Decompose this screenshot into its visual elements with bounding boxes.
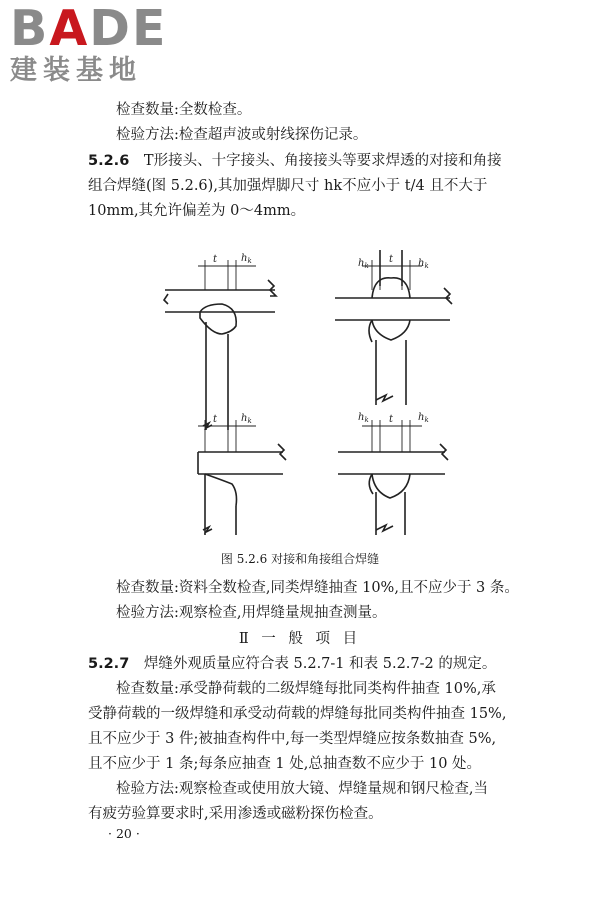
figure-br — [338, 412, 448, 535]
svg-text:t: t — [389, 414, 394, 425]
svg-text:hk: $h_k$ — [358, 412, 369, 424]
paragraph-inspection-method: 检验方法:检查超声波或射线探伤记录。 — [116, 127, 368, 143]
svg-text:hk: $h_k$ — [418, 412, 429, 424]
clause-5-2-6-line2: 组合焊缝(图 5.2.6),其加强焊脚尺寸 hk不应小于 t/4 且不大于 — [88, 178, 488, 194]
svg-text:hk: $h_k$ — [241, 413, 252, 425]
clause-5-2-6-line3: 10mm,其允许偏差为 0～4mm。 — [88, 203, 306, 219]
clause-5-2-7-method-2: 有疲劳验算要求时,采用渗透或磁粉探伤检查。 — [88, 806, 383, 822]
svg-text:hk: $h_k$ — [241, 253, 252, 265]
label-t: t — [213, 254, 218, 265]
clause-number: 5.2.7 — [88, 656, 130, 672]
clause-5-2-7-qty-2: 受静荷载的一级焊缝和承受动荷载的焊缝每批同类构件抽查 15%, — [88, 706, 507, 722]
clause-5-2-7-line1: 5.2.7 焊缝外观质量应符合表 5.2.7-1 和表 5.2.7-2 的规定。 — [88, 656, 497, 672]
svg-text:t: t — [213, 414, 218, 425]
weld-figure — [0, 230, 600, 550]
logo-subtitle: 建装基地 — [10, 55, 142, 86]
clause-5-2-7-qty-1: 检查数量:承受静荷载的二级焊缝每批同类构件抽查 10%,承 — [116, 681, 496, 697]
figure-tr — [335, 250, 452, 405]
clause-5-2-7-method-1: 检验方法:观察检查或使用放大镜、焊缝量规和钢尺检查,当 — [116, 781, 488, 797]
logo — [10, 0, 175, 86]
figure-caption: 图 5.2.6 对接和角接组合焊缝 — [220, 552, 380, 566]
page-number: · 20 · — [108, 826, 140, 841]
figure-bl — [198, 413, 286, 535]
paragraph-data-inspection: 检查数量:资料全数检查,同类焊缝抽查 10%,且不应少于 3 条。 — [116, 580, 519, 596]
clause-5-2-7-qty-3: 且不应少于 3 件;被抽查构件中,每一类型焊缝应按条数抽查 5%, — [88, 731, 497, 747]
clause-5-2-7-qty-4: 且不应少于 1 条;每条应抽查 1 处,总抽查数不应少于 10 处。 — [88, 756, 482, 772]
logo-brand: BADE — [10, 0, 168, 57]
paragraph-inspection-qty: 检查数量:全数检查。 — [116, 102, 252, 118]
clause-5-2-6-line1: 5.2.6 T形接头、十字接头、角接接头等要求焊透的对接和角接 — [88, 153, 502, 169]
svg-text:hk: $h_k$ — [418, 258, 429, 270]
figure-tl — [164, 253, 276, 430]
clause-number: 5.2.6 — [88, 153, 130, 169]
section-heading: Ⅱ 一 般 项 目 — [238, 631, 362, 647]
svg-text:t: t — [389, 254, 394, 265]
paragraph-observation-method: 检验方法:观察检查,用焊缝量规抽查测量。 — [116, 605, 387, 621]
svg-text:hk: $h_k$ — [358, 258, 369, 270]
